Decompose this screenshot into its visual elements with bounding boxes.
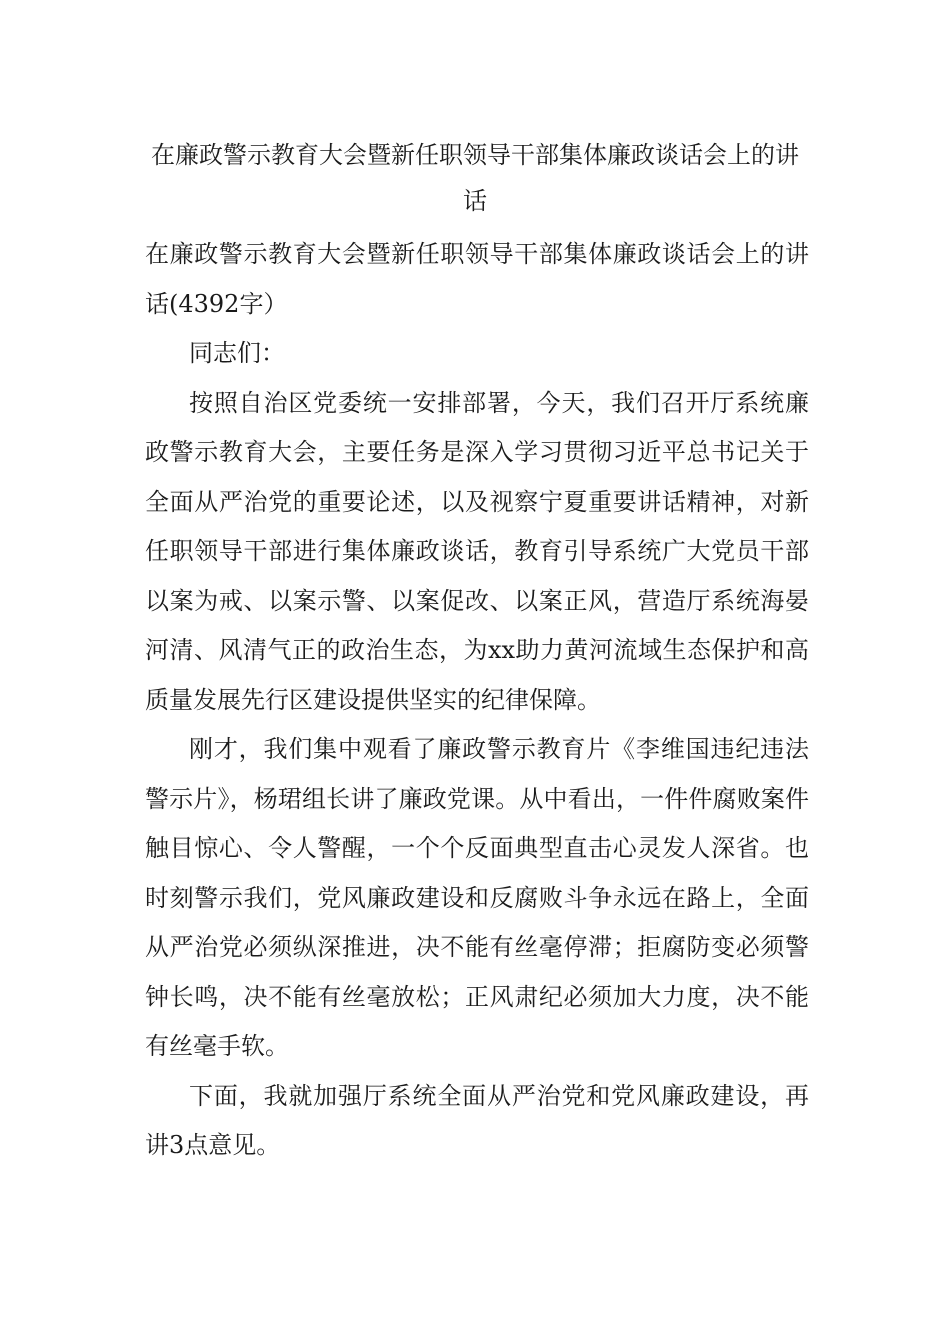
document-title: 在廉政警示教育大会暨新任职领导干部集体廉政谈话会上的讲话 [151, 141, 799, 215]
paragraph: 刚才，我们集中观看了廉政警示教育片《李维国违纪违法警示片》，杨珺组长讲了廉政党课。从中看出，一件件腐败案件触目惊心、令人警醒，一个个反面典型直击心灵发人深省。也时刻警示我们，党风廉政建设和反腐败斗争永远在路上，全面从严治党必须纵深推进，决不能有丝毫停滞；拒腐防变必须警钟长鸣，决不能有丝毫放松；正风肃纪必须加大力度，决不能有丝毫手软。 [145, 735, 809, 1060]
paragraph: 下面，我就加强厅系统全面从严治党和党风廉政建设，再讲3点意见。 [145, 1081, 809, 1159]
salutation: 同志们： [189, 339, 285, 367]
paragraph: 按照自治区党委统一安排部署，今天，我们召开厅系统廉政警示教育大会，主要任务是深入学习贯彻习近平总书记关于全面从严治党的重要论述，以及视察宁夏重要讲话精神，对新任职领导干部进行集体廉政谈话，教育引导系统广大党员干部以案为戒、以案示警、以案促改、以案正风，营造厅系统海晏河清、风清气正的政治生态，为xx助力黄河流域生态保护和高质量发展先行区建设提供坚实的纪律保障。 [145, 388, 809, 714]
document-body [145, 230, 809, 1171]
document-subtitle: 在廉政警示教育大会暨新任职领导干部集体廉政谈话会上的讲话(4392字） [145, 240, 809, 318]
